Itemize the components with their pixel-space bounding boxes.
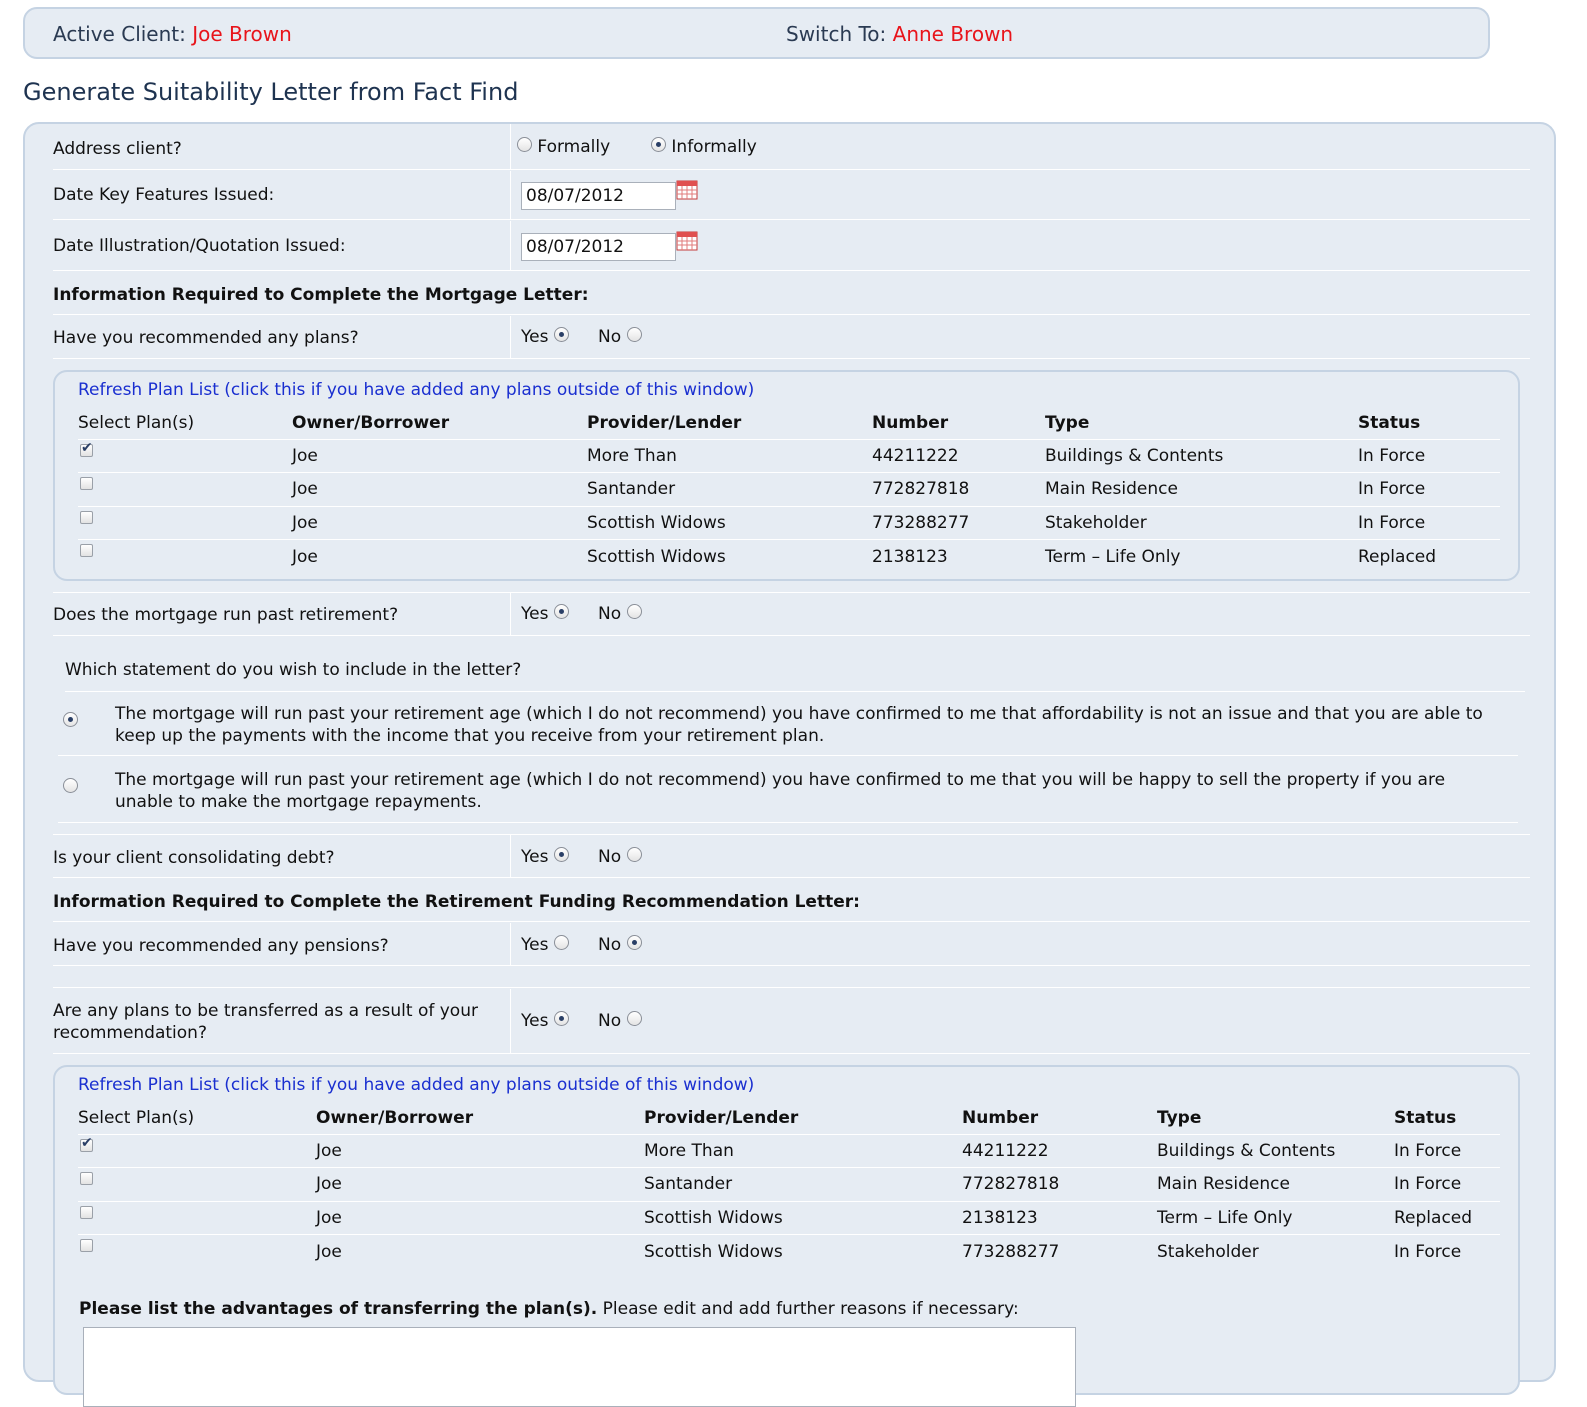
status-cell: Replaced	[1394, 1201, 1500, 1235]
table-row	[78, 439, 1500, 473]
no-label: No	[598, 1011, 622, 1031]
column-header: Number	[962, 1107, 1039, 1128]
informally-radio[interactable]	[651, 137, 666, 152]
type-cell: Main Residence	[1157, 1168, 1394, 1202]
refresh-plan-list-link[interactable]: Refresh Plan List (click this if you have added any plans outside of this window)	[78, 1075, 755, 1095]
no-label: No	[598, 847, 622, 867]
number-cell: 772827818	[872, 473, 1045, 507]
recommended-pensions-no[interactable]	[598, 935, 642, 955]
date-key-features-input[interactable]	[521, 182, 676, 210]
statement-option-1-radio[interactable]	[63, 712, 78, 727]
owner-cell: Joe	[292, 473, 587, 507]
mortgage-section-heading: Information Required to Complete the Mortgage Letter:	[53, 285, 589, 305]
plans-box-1	[53, 370, 1520, 581]
no-label: No	[598, 327, 622, 347]
calendar-icon[interactable]	[676, 231, 698, 251]
recommended-plans-question: Have you recommended any plans?	[53, 328, 359, 348]
form-panel	[23, 122, 1556, 1382]
consolidating-debt-yes-radio[interactable]	[554, 847, 569, 862]
plans-transferred-no[interactable]	[598, 1011, 642, 1031]
informally-label: Informally	[671, 137, 757, 157]
recommended-plans-no[interactable]	[598, 327, 642, 347]
no-label: No	[598, 935, 622, 955]
no-label: No	[598, 604, 622, 624]
past-retirement-options	[510, 593, 622, 635]
owner-cell: Joe	[316, 1134, 644, 1168]
recommended-plans-options	[510, 316, 622, 358]
past-retirement-row	[53, 592, 1530, 636]
column-header: Select Plan(s)	[78, 1107, 195, 1128]
number-cell: 772827818	[962, 1168, 1157, 1202]
recommended-pensions-question: Have you recommended any pensions?	[53, 936, 389, 956]
number-cell: 44211222	[872, 439, 1045, 473]
date-illustration-row	[53, 221, 1530, 271]
status-cell: In Force	[1358, 473, 1500, 507]
type-cell: Buildings & Contents	[1045, 439, 1358, 473]
consolidating-debt-yes[interactable]	[521, 847, 569, 867]
address-client-question: Address client?	[53, 139, 182, 159]
number-cell: 2138123	[962, 1201, 1157, 1235]
plan-select-checkbox[interactable]	[80, 1139, 93, 1152]
yes-label: Yes	[521, 327, 549, 347]
advantages-textarea[interactable]	[83, 1327, 1076, 1407]
formally-label: Formally	[537, 137, 611, 157]
plan-select-checkbox[interactable]	[80, 444, 93, 457]
number-cell: 2138123	[872, 540, 1045, 574]
provider-cell: Santander	[587, 473, 872, 507]
type-cell: Term – Life Only	[1045, 540, 1358, 574]
statement-option-1[interactable]	[58, 693, 1518, 756]
table-row	[78, 473, 1500, 507]
yes-label: Yes	[521, 935, 549, 955]
advantages-label-rest: Please edit and add further reasons if necessary:	[597, 1299, 1019, 1319]
plans-transferred-no-radio[interactable]	[627, 1011, 642, 1026]
plan-select-checkbox[interactable]	[80, 511, 93, 524]
calendar-icon[interactable]	[676, 180, 698, 200]
provider-cell: Scottish Widows	[587, 506, 872, 540]
recommended-pensions-row	[53, 923, 1530, 966]
recommended-plans-row	[53, 316, 1530, 359]
advantages-label	[79, 1299, 1019, 1319]
statement-option-1-text: The mortgage will run past your retirement age (which I do not recommend) you have confirmed to me that affordability is not an issue and that you are able to keep up the payments with the income that you receive from your retirement plan.	[115, 704, 1483, 746]
page-title: Generate Suitability Letter from Fact Find	[23, 78, 519, 106]
past-retirement-yes-radio[interactable]	[554, 604, 569, 619]
refresh-plan-list-link[interactable]: Refresh Plan List (click this if you have added any plans outside of this window)	[78, 380, 755, 400]
status-cell: In Force	[1358, 506, 1500, 540]
type-cell: Stakeholder	[1157, 1235, 1394, 1269]
recommended-plans-yes[interactable]	[521, 327, 569, 347]
owner-cell: Joe	[292, 439, 587, 473]
active-client	[53, 22, 292, 46]
client-bar	[23, 7, 1490, 59]
provider-cell: Scottish Widows	[587, 540, 872, 574]
table-row	[78, 1168, 1500, 1202]
recommended-pensions-yes-radio[interactable]	[554, 935, 569, 950]
date-illustration-cell	[510, 221, 511, 270]
date-illustration-input[interactable]	[521, 233, 676, 261]
date-key-features-label: Date Key Features Issued:	[53, 185, 275, 205]
yes-label: Yes	[521, 847, 549, 867]
owner-cell: Joe	[292, 540, 587, 574]
spacer-row	[53, 967, 1530, 988]
consolidating-debt-question: Is your client consolidating debt?	[53, 848, 335, 868]
plans-transferred-yes[interactable]	[521, 1011, 569, 1031]
recommended-plans-no-radio[interactable]	[627, 327, 642, 342]
owner-cell: Joe	[292, 506, 587, 540]
table-row	[78, 1134, 1500, 1168]
column-header: Status	[1358, 412, 1421, 433]
consolidating-debt-no-radio[interactable]	[627, 847, 642, 862]
column-header: Select Plan(s)	[78, 412, 195, 433]
past-retirement-no-radio[interactable]	[627, 604, 642, 619]
statement-option-2-radio[interactable]	[63, 778, 78, 793]
plans-table-2	[78, 1102, 1500, 1268]
column-header: Owner/Borrower	[316, 1107, 474, 1128]
mortgage-section-row	[53, 272, 1530, 315]
number-cell: 773288277	[962, 1235, 1157, 1269]
address-client-row	[53, 124, 1530, 170]
advantages-label-bold: Please list the advantages of transferring the plan(s).	[79, 1299, 598, 1319]
yes-label: Yes	[521, 604, 549, 624]
recommended-pensions-yes[interactable]	[521, 935, 569, 955]
recommended-pensions-no-radio[interactable]	[627, 935, 642, 950]
date-key-features-cell	[510, 171, 511, 219]
provider-cell: Scottish Widows	[644, 1235, 962, 1269]
column-header: Provider/Lender	[644, 1107, 799, 1128]
plans-transferred-row	[53, 989, 1530, 1054]
date-key-features-row	[53, 171, 1530, 220]
recommended-plans-yes-radio[interactable]	[554, 327, 569, 342]
yes-label: Yes	[521, 1011, 549, 1031]
column-header: Owner/Borrower	[292, 412, 450, 433]
plan-select-checkbox[interactable]	[80, 1239, 93, 1252]
past-retirement-no[interactable]	[598, 604, 642, 624]
owner-cell: Joe	[316, 1168, 644, 1202]
recommended-pensions-options	[510, 923, 622, 965]
table-row	[78, 506, 1500, 540]
type-cell: Stakeholder	[1045, 506, 1358, 540]
type-cell: Buildings & Contents	[1157, 1134, 1394, 1168]
statement-question-row	[65, 650, 1525, 692]
consolidating-debt-no[interactable]	[598, 847, 642, 867]
formally-option[interactable]	[517, 137, 610, 157]
owner-cell: Joe	[316, 1235, 644, 1269]
provider-cell: More Than	[644, 1134, 962, 1168]
informally-option[interactable]	[651, 137, 757, 157]
active-client-name: Joe Brown	[192, 22, 292, 46]
plans-transferred-question: Are any plans to be transferred as a result of your recommendation?	[53, 1001, 478, 1043]
date-illustration-label: Date Illustration/Quotation Issued:	[53, 236, 346, 256]
table-row	[78, 540, 1500, 574]
plans-transferred-yes-radio[interactable]	[554, 1011, 569, 1026]
column-header: Type	[1157, 1107, 1202, 1128]
address-client-options	[510, 124, 757, 169]
plan-select-checkbox[interactable]	[80, 544, 93, 557]
formally-radio[interactable]	[517, 137, 532, 152]
switch-client-link[interactable]: Anne Brown	[892, 22, 1014, 46]
active-client-label: Active Client:	[53, 22, 186, 46]
number-cell: 773288277	[872, 506, 1045, 540]
plans-table-1	[78, 407, 1500, 573]
status-cell: In Force	[1394, 1134, 1500, 1168]
type-cell: Term – Life Only	[1157, 1201, 1394, 1235]
table-row	[78, 1235, 1500, 1269]
consolidating-debt-row	[53, 834, 1530, 878]
retirement-section-heading: Information Required to Complete the Retirement Funding Recommendation Letter:	[53, 892, 860, 912]
table-header-row	[78, 407, 1500, 439]
statement-option-2-text: The mortgage will run past your retirement age (which I do not recommend) you have confirmed to me that you will be happy to sell the property if you are unable to make the mortgage repayments.	[115, 770, 1446, 812]
table-header-row	[78, 1102, 1500, 1134]
status-cell: In Force	[1394, 1235, 1500, 1269]
number-cell: 44211222	[962, 1134, 1157, 1168]
provider-cell: More Than	[587, 439, 872, 473]
status-cell: Replaced	[1358, 540, 1500, 574]
column-header: Type	[1045, 412, 1090, 433]
column-header: Number	[872, 412, 949, 433]
type-cell: Main Residence	[1045, 473, 1358, 507]
switch-client	[786, 22, 1013, 46]
statement-option-2[interactable]	[58, 757, 1518, 823]
status-cell: In Force	[1394, 1168, 1500, 1202]
provider-cell: Santander	[644, 1168, 962, 1202]
status-cell: In Force	[1358, 439, 1500, 473]
plan-select-checkbox[interactable]	[80, 1206, 93, 1219]
provider-cell: Scottish Widows	[644, 1201, 962, 1235]
column-header: Status	[1394, 1107, 1457, 1128]
retirement-section-row	[53, 879, 1530, 922]
plan-select-checkbox[interactable]	[80, 477, 93, 490]
table-row	[78, 1201, 1500, 1235]
owner-cell: Joe	[316, 1201, 644, 1235]
plans-transferred-options	[510, 989, 622, 1053]
past-retirement-yes[interactable]	[521, 604, 569, 624]
column-header: Provider/Lender	[587, 412, 742, 433]
consolidating-debt-options	[510, 835, 622, 877]
past-retirement-question: Does the mortgage run past retirement?	[53, 605, 399, 625]
statement-question: Which statement do you wish to include in the letter?	[65, 660, 522, 680]
plan-select-checkbox[interactable]	[80, 1172, 93, 1185]
switch-client-label: Switch To:	[786, 22, 887, 46]
